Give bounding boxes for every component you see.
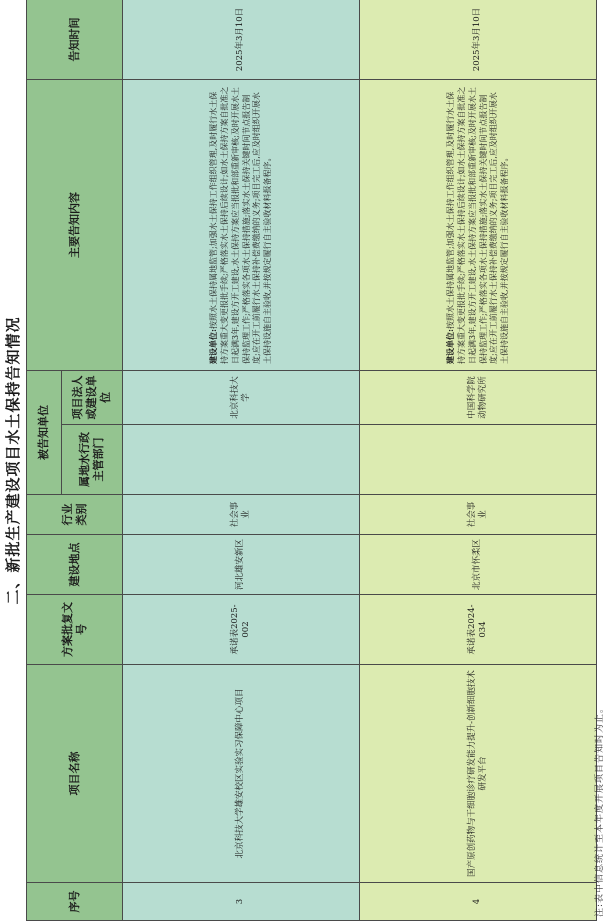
footnote: 注:表中信息统计至本年度开展项目告知时为止。 — [595, 702, 605, 917]
header-location: 建设地点 — [27, 535, 123, 595]
header-notified-unit: 被告知单位 — [27, 371, 62, 495]
page-title: 二、新批生产建设项目水土保持告知情况 — [4, 316, 22, 605]
content-label: 建设单位: — [208, 329, 219, 364]
cell-time: 2025年3月10日 — [123, 0, 360, 80]
header-project-name: 项目名称 — [27, 665, 123, 883]
cell-seq: 4 — [360, 883, 597, 921]
header-time: 告知时间 — [27, 0, 123, 80]
header-row-top — [27, 0, 62, 921]
content-label: 建设单位: — [445, 329, 456, 364]
cell-content — [360, 80, 597, 371]
table-row — [360, 0, 597, 921]
cell-industry: 社会事业 — [360, 495, 597, 535]
cell-water-dept — [123, 425, 360, 495]
notification-table — [26, 0, 597, 921]
header-approval-no: 方案批复文号 — [27, 595, 123, 665]
cell-project-name: 国产原创药物与干细胞诊疗研发能力提升-创新细胞技术研发平台 — [360, 665, 597, 883]
content-text: 按照水土保持属地监管;加强水土保持工作组织管理,及时履行水土保持方案重大变更报批手续;严格落实水土保持后续设计;如水土保持方案自批准之日起满3年,建设方开工建设,水土保持方案应当报批和部重新审核;及时开展水土保持监理工作;严格落实各项水土保持措施;落实水土保持关键时间节点报告制度;应在开工前履行水土保持补偿费缴纳的义务;项目完工后,应及时组织开展水土保持设施自主验收,并按规定履行自主验收材料报备程序。 — [446, 86, 510, 364]
header-industry: 行业类别 — [27, 495, 123, 535]
header-water-dept: 属地水行政主管部门 — [62, 425, 123, 495]
cell-approval-no: 承诺表2024-034 — [360, 595, 597, 665]
cell-seq: 3 — [123, 883, 360, 921]
cell-project-name: 北京科技大学雄安校区实验实习保障中心项目 — [123, 665, 360, 883]
cell-water-dept — [360, 425, 597, 495]
cell-time: 2025年3月10日 — [360, 0, 597, 80]
header-legal-unit: 项目法人或建设单位 — [62, 371, 123, 425]
table-row — [123, 0, 360, 921]
cell-content — [123, 80, 360, 371]
header-content: 主要告知内容 — [27, 80, 123, 371]
cell-legal-unit: 中国科学院动物研究所 — [360, 371, 597, 425]
header-seq: 序号 — [27, 883, 123, 921]
cell-legal-unit: 北京科技大学 — [123, 371, 360, 425]
cell-location: 北京市怀柔区 — [360, 535, 597, 595]
cell-location: 河北雄安新区 — [123, 535, 360, 595]
cell-approval-no: 承诺表2025-002 — [123, 595, 360, 665]
content-text: 按照水土保持属地监管;加强水土保持工作组织管理,及时履行水土保持方案重大变更报批手续;严格落实水土保持后续设计;如水土保持方案自批准之日起满3年,建设方开工建设,水土保持方案应当报批和部重新审核;及时开展水土保持监理工作;严格落实各项水土保持措施;落实水土保持关键时间节点报告制度;应在开工前履行水土保持补偿费缴纳的义务;项目完工后,应及时组织开展水土保持设施自主验收,并按规定履行自主验收材料报备程序。 — [209, 86, 273, 364]
cell-industry: 社会事业 — [123, 495, 360, 535]
